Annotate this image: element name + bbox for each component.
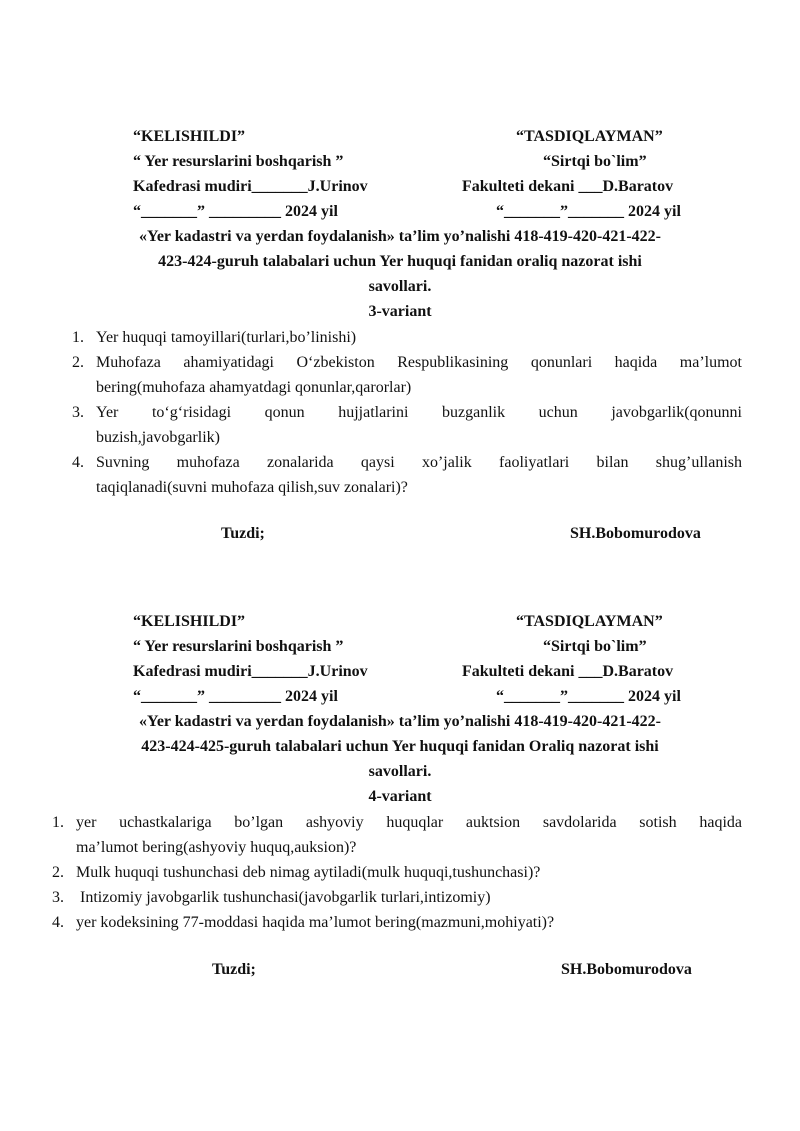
list-item: 1. yer uchastkalariga bo’lgan ashyoviy huquqlar auktsion savdolarida sotish haqida ma’lumot bering(ashyoviy huquq,auksion)? bbox=[52, 814, 742, 856]
composer-name: SH.Bobomurodova bbox=[561, 961, 692, 978]
variant-label: 3-variant bbox=[368, 303, 432, 320]
composer-name: SH.Bobomurodova bbox=[570, 525, 701, 542]
left-header-department: “ Yer resurslarini boshqarish ” bbox=[133, 153, 344, 170]
title-line-1: «Yer kadastri va yerdan foydalanish» ta’lim yo’nalishi 418-419-420-421-422- bbox=[139, 228, 661, 245]
list-item: 4. yer kodeksining 77-moddasi haqida ma’lumot bering(mazmuni,mohiyati)? bbox=[52, 914, 555, 931]
right-header-department: “Sirtqi bo`lim” bbox=[543, 638, 647, 655]
left-header-date: “_______” _________ 2024 yil bbox=[133, 203, 338, 220]
right-header-date: “_______”_______ 2024 yil bbox=[496, 203, 681, 220]
left-header-department: “ Yer resurslarini boshqarish ” bbox=[133, 638, 344, 655]
list-item: 3. Intizomiy javobgarlik tushunchasi(javobgarlik turlari,intizomiy) bbox=[52, 889, 491, 906]
left-header-head: Kafedrasi mudiri_______J.Urinov bbox=[133, 663, 368, 680]
left-header-date: “_______” _________ 2024 yil bbox=[133, 688, 338, 705]
title-line-2: 423-424-425-guruh talabalari uchun Yer huquqi fanidan Oraliq nazorat ishi bbox=[141, 738, 659, 755]
right-header-department: “Sirtqi bo`lim” bbox=[543, 153, 647, 170]
title-line-3: savollari. bbox=[368, 278, 432, 295]
list-item: 4. Suvning muhofaza zonalarida qaysi xo’jalik faoliyatlari bilan shug’ullanish taqiqlanadi(suvni muhofaza qilish,suv zonalari)? bbox=[72, 454, 742, 496]
right-header-approve: “TASDIQLAYMAN” bbox=[516, 613, 663, 630]
title-line-3: savollari. bbox=[368, 763, 432, 780]
list-item: 2. Muhofaza ahamiyatidagi O‘zbekiston Respublikasining qonunlari haqida ma’lumot bering(muhofaza ahamyatdagi qonunlar,qarorlar) bbox=[72, 354, 742, 396]
list-item: 2. Mulk huquqi tushunchasi deb nimag aytiladi(mulk huquqi,tushunchasi)? bbox=[52, 864, 541, 881]
title-line-2: 423-424-guruh talabalari uchun Yer huquqi fanidan oraliq nazorat ishi bbox=[158, 253, 642, 270]
composed-label: Tuzdi; bbox=[212, 961, 256, 978]
right-header-dean: Fakulteti dekani ___D.Baratov bbox=[462, 178, 674, 195]
left-header-approval: “KELISHILDI” bbox=[133, 613, 246, 630]
right-header-approve: “TASDIQLAYMAN” bbox=[516, 128, 663, 145]
variant-label: 4-variant bbox=[368, 788, 432, 805]
list-item: 3. Yer to‘g‘risidagi qonun hujjatlarini buzganlik uchun javobgarlik(qonunni buzish,javobgarlik) bbox=[72, 404, 742, 446]
left-header-approval: “KELISHILDI” bbox=[133, 128, 246, 145]
right-header-dean: Fakulteti dekani ___D.Baratov bbox=[462, 663, 674, 680]
title-line-1: «Yer kadastri va yerdan foydalanish» ta’lim yo’nalishi 418-419-420-421-422- bbox=[139, 713, 661, 730]
composed-label: Tuzdi; bbox=[221, 525, 265, 542]
right-header-date: “_______”_______ 2024 yil bbox=[496, 688, 681, 705]
left-header-head: Kafedrasi mudiri_______J.Urinov bbox=[133, 178, 368, 195]
list-item: 1. Yer huquqi tamoyillari(turlari,bo’linishi) bbox=[72, 329, 357, 346]
